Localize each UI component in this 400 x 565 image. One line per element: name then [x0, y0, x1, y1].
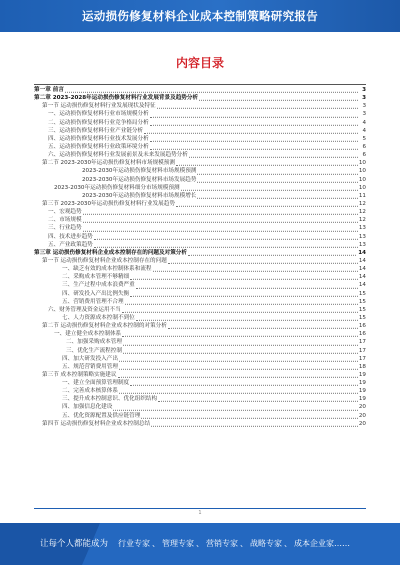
toc-entry-page: 13	[358, 233, 366, 240]
toc-entry-page: 12	[358, 217, 366, 224]
toc-entry-page: 12	[358, 209, 366, 216]
toc-entry-page: 4	[362, 119, 366, 126]
toc-entry-label: 2023-2030年运动损伤修复材料市场规模增长	[82, 192, 197, 199]
toc-entry-label: 2023-2030年运动损伤修复材料市场规模预测	[82, 168, 197, 175]
toc-entry-label: 第一章 前言	[34, 87, 64, 93]
toc-entry-label: 第二节 2023-2030年运动损伤修复材料市场规模预测	[42, 160, 175, 167]
toc-entry-page: 19	[358, 388, 366, 395]
toc-entry-label: 2023-2030年运动损伤修复材料市场发展趋势	[82, 176, 197, 183]
toc-entry-label: 五、优化资源配置及供应链管理	[62, 412, 141, 419]
toc-entry-page: 19	[358, 380, 366, 387]
toc-entry-page: 17	[358, 347, 366, 354]
toc-entry-label: 四、研发投入产出比例失衡	[62, 290, 130, 297]
toc-entry-page: 14	[358, 249, 366, 256]
toc-entry-label: 三、行业趋势	[48, 225, 82, 232]
toc-entry-label: 第三节 成本控制策略实施建议	[42, 371, 117, 378]
toc-entry-label: 第二章 2023-2028年运动损伤修复材料行业发展背景及趋势分析	[34, 95, 199, 102]
toc-entry-label: 第四节 运动损伤修复材料企业成本控制总结	[42, 420, 151, 427]
footer-banner	[0, 523, 400, 565]
toc-entry-page: 18	[358, 363, 366, 370]
toc-entry-label: 第二节 运动损伤修复材料企业成本控制的对策分析	[42, 323, 167, 330]
toc-entry-label: 六、运动损伤修复材料行业发展前景及未来发展趋势分析	[48, 152, 188, 159]
toc-entry-label: 一、建立健全成本控制体系	[54, 331, 122, 338]
toc-entry-page: 10	[358, 168, 366, 175]
report-header-bar	[0, 0, 400, 32]
toc-entry-label: 一、运动损伤修复材料行业市场规模分析	[48, 111, 149, 118]
footer-role-separator: 、	[284, 539, 292, 548]
toc-entry[interactable]	[34, 420, 366, 428]
toc-entry-label: 一、缺乏有效的成本控制体系和流程	[62, 266, 152, 273]
footer-role-separator: 、	[152, 539, 160, 548]
toc-entry-page: 10	[358, 176, 366, 183]
toc-entry-page: 19	[358, 396, 366, 403]
toc-entry-label: 五、规范营销费用管理	[62, 363, 118, 370]
toc-entry-page: 4	[362, 127, 366, 134]
toc-entry-label: 一、宏观趋势	[48, 209, 82, 216]
toc-entry-page: 5	[362, 135, 366, 142]
toc-entry-page: 14	[358, 257, 366, 264]
footer-role: 管理专家	[162, 539, 194, 548]
toc-entry-page: 13	[358, 241, 366, 248]
table-of-contents	[34, 86, 366, 428]
toc-entry-page: 17	[358, 355, 366, 362]
toc-entry-label: 五、运动损伤修复材料行业政策环境分析	[48, 143, 149, 150]
toc-bottom-divider	[34, 508, 366, 509]
toc-entry-page: 16	[358, 331, 366, 338]
footer-role: 成本企业家……	[294, 539, 350, 548]
toc-dot-leader	[151, 418, 358, 427]
toc-entry-page: 19	[358, 371, 366, 378]
toc-entry-label: 二、市场规模	[48, 217, 82, 224]
toc-entry-page: 16	[358, 323, 366, 330]
toc-entry-page: 3	[362, 111, 366, 118]
toc-entry-label: 三、生产过程中成本浪费严重	[62, 282, 135, 289]
toc-entry-page: 6	[362, 143, 366, 150]
toc-entry-page: 20	[358, 420, 366, 427]
toc-entry-label: 第三节 2023-2030年运动损伤修复材料行业发展趋势	[42, 200, 175, 207]
footer-roles	[118, 523, 350, 565]
toc-entry-page: 15	[358, 290, 366, 297]
toc-entry-page: 10	[358, 160, 366, 167]
report-title: 运动损伤修复材料企业成本控制策略研究报告	[82, 9, 318, 23]
toc-entry-label: 四、加强信息化建设	[62, 404, 113, 411]
toc-entry-page: 14	[358, 282, 366, 289]
toc-entry-label: 二、运动损伤修复材料行业竞争格局分析	[48, 119, 149, 126]
toc-entry-page: 3	[362, 95, 366, 102]
toc-entry-label: 一、建立全面预算管理制度	[62, 380, 130, 387]
toc-entry-label: 三、优化生产流程控制	[66, 347, 122, 354]
toc-entry-page: 13	[358, 225, 366, 232]
toc-entry-label: 二、采购成本管理不够精细	[62, 274, 130, 281]
toc-heading: 内容目录	[175, 56, 224, 70]
toc-entry-label: 第一节 运动损伤修复材料企业成本控制存在的问题	[42, 257, 167, 264]
toc-entry-page: 11	[358, 192, 366, 199]
toc-entry-label: 四、运动损伤修复材料行业技术发展分析	[48, 135, 149, 142]
toc-entry-label: 五、产业政策趋势	[48, 241, 93, 248]
toc-entry-page: 10	[358, 184, 366, 191]
toc-entry-page: 20	[358, 412, 366, 419]
page-number: 1	[198, 510, 202, 516]
footer-role: 战略专家	[250, 539, 282, 548]
toc-entry-label: 四、加大研发投入产出	[62, 355, 118, 362]
toc-entry-page: 3	[362, 87, 366, 93]
toc-entry-label: 2023-2030年运动损伤修复材料细分市场规模预测	[54, 184, 180, 191]
toc-entry-page: 17	[358, 339, 366, 346]
toc-entry-label: 三、提升成本控制意识、优化组织结构	[62, 396, 158, 403]
toc-entry-label: 三、运动损伤修复材料行业产业链分析	[48, 127, 144, 134]
toc-entry-label: 四、技术进步趋势	[48, 233, 93, 240]
toc-entry-page: 20	[358, 404, 366, 411]
footer-role-separator: 、	[240, 539, 248, 548]
toc-entry-page: 3	[362, 103, 366, 110]
toc-entry-label: 第一节 运动损伤修复材料行业发展现状及特征	[42, 103, 156, 110]
toc-entry-label: 六、财务管理及资金运用不当	[48, 306, 121, 313]
footer-slogan: 让每个人都能成为	[40, 539, 109, 549]
toc-entry-page: 15	[358, 306, 366, 313]
footer-role: 行业专家	[118, 539, 150, 548]
toc-page	[34, 32, 366, 520]
toc-entry-page: 6	[362, 152, 366, 159]
footer-role: 营销专家	[206, 539, 238, 548]
toc-entry-page: 14	[358, 274, 366, 281]
toc-entry-page: 15	[358, 298, 366, 305]
toc-entry-label: 二、加强采购成本管理	[66, 339, 122, 346]
toc-entry-page: 12	[358, 200, 366, 207]
footer-role-separator: 、	[196, 539, 204, 548]
toc-entry-page: 15	[358, 314, 366, 321]
toc-entry-label: 第三章 运动损伤修复材料企业成本控制存在的问题及对策分析	[34, 249, 187, 256]
toc-entry-label: 七、人力资源成本控制不到位	[62, 314, 135, 321]
toc-entry-label: 五、营销费用管理不合理	[62, 298, 124, 305]
toc-entry-page: 14	[358, 266, 366, 273]
toc-entry-label: 二、完善成本核算体系	[62, 388, 118, 395]
